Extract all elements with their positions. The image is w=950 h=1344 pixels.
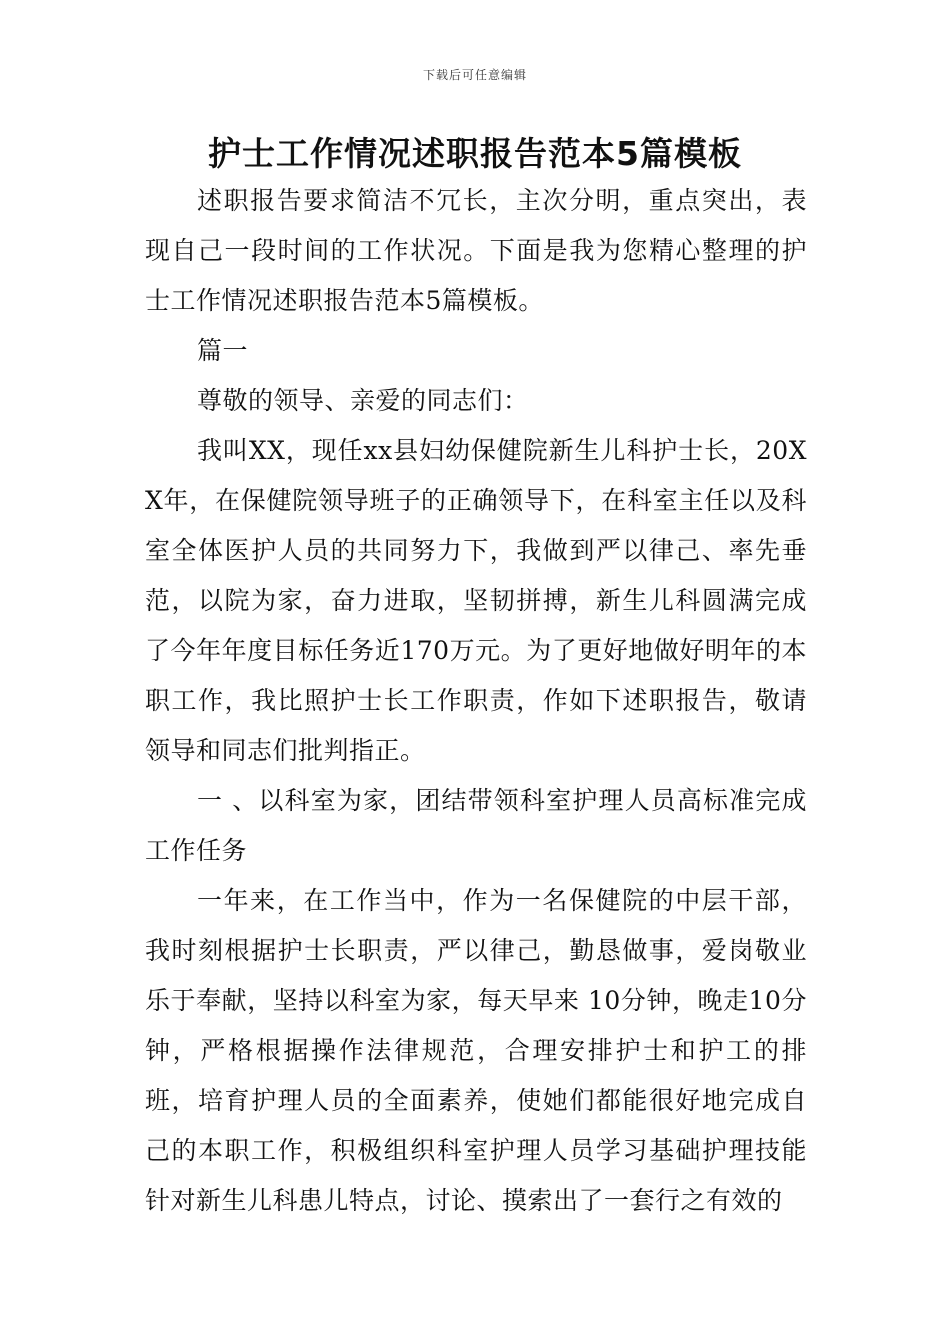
page-header-note: 下载后可任意编辑 bbox=[422, 68, 527, 82]
document-title: 护士工作情况述职报告范本5篇模板 bbox=[208, 134, 742, 173]
paragraph-salutation: 尊敬的领导、亲爱的同志们： bbox=[197, 386, 529, 415]
paragraph-section-label: 篇一 bbox=[197, 336, 249, 365]
paragraph-heading-one: 一 、以科室为家，团结带领科室护理人员高标准完成工作任务 bbox=[145, 786, 807, 865]
document-body bbox=[145, 176, 807, 1226]
paragraph-self-introduction: 我叫XX，现任xx县妇幼保健院新生儿科护士长，20XX年，在保健院领导班子的正确领导下，在科室主任以及科室全体医护人员的共同努力下，我做到严以律己、率先垂范，以院为家，奋力进取，坚韧拼搏，新生儿科圆满完成了今年年度目标任务近170万元。为了更好地做好明年的本职工作，我比照护士长工作职责，作如下述职报告，敬请领导和同志们批判指正。 bbox=[145, 436, 807, 765]
paragraph-work-summary: 一年来，在工作当中，作为一名保健院的中层干部，我时刻根据护士长职责，严以律己，勤恳做事，爱岗敬业乐于奉献，坚持以科室为家，每天早来 10分钟，晚走10分钟，严格根据操作法律规范，合理安排护士和护工的排班，培育护理人员的全面素养，使她们都能很好地完成自己的本职工作，积极组织科室护理人员学习基础护理技能针对新生儿科患儿特点，讨论、摸索出了一套行之有效的 bbox=[145, 886, 807, 1215]
paragraph-intro: 述职报告要求简洁不冗长，主次分明，重点突出，表现自己一段时间的工作状况。下面是我为您精心整理的护士工作情况述职报告范本5篇模板。 bbox=[145, 186, 807, 315]
